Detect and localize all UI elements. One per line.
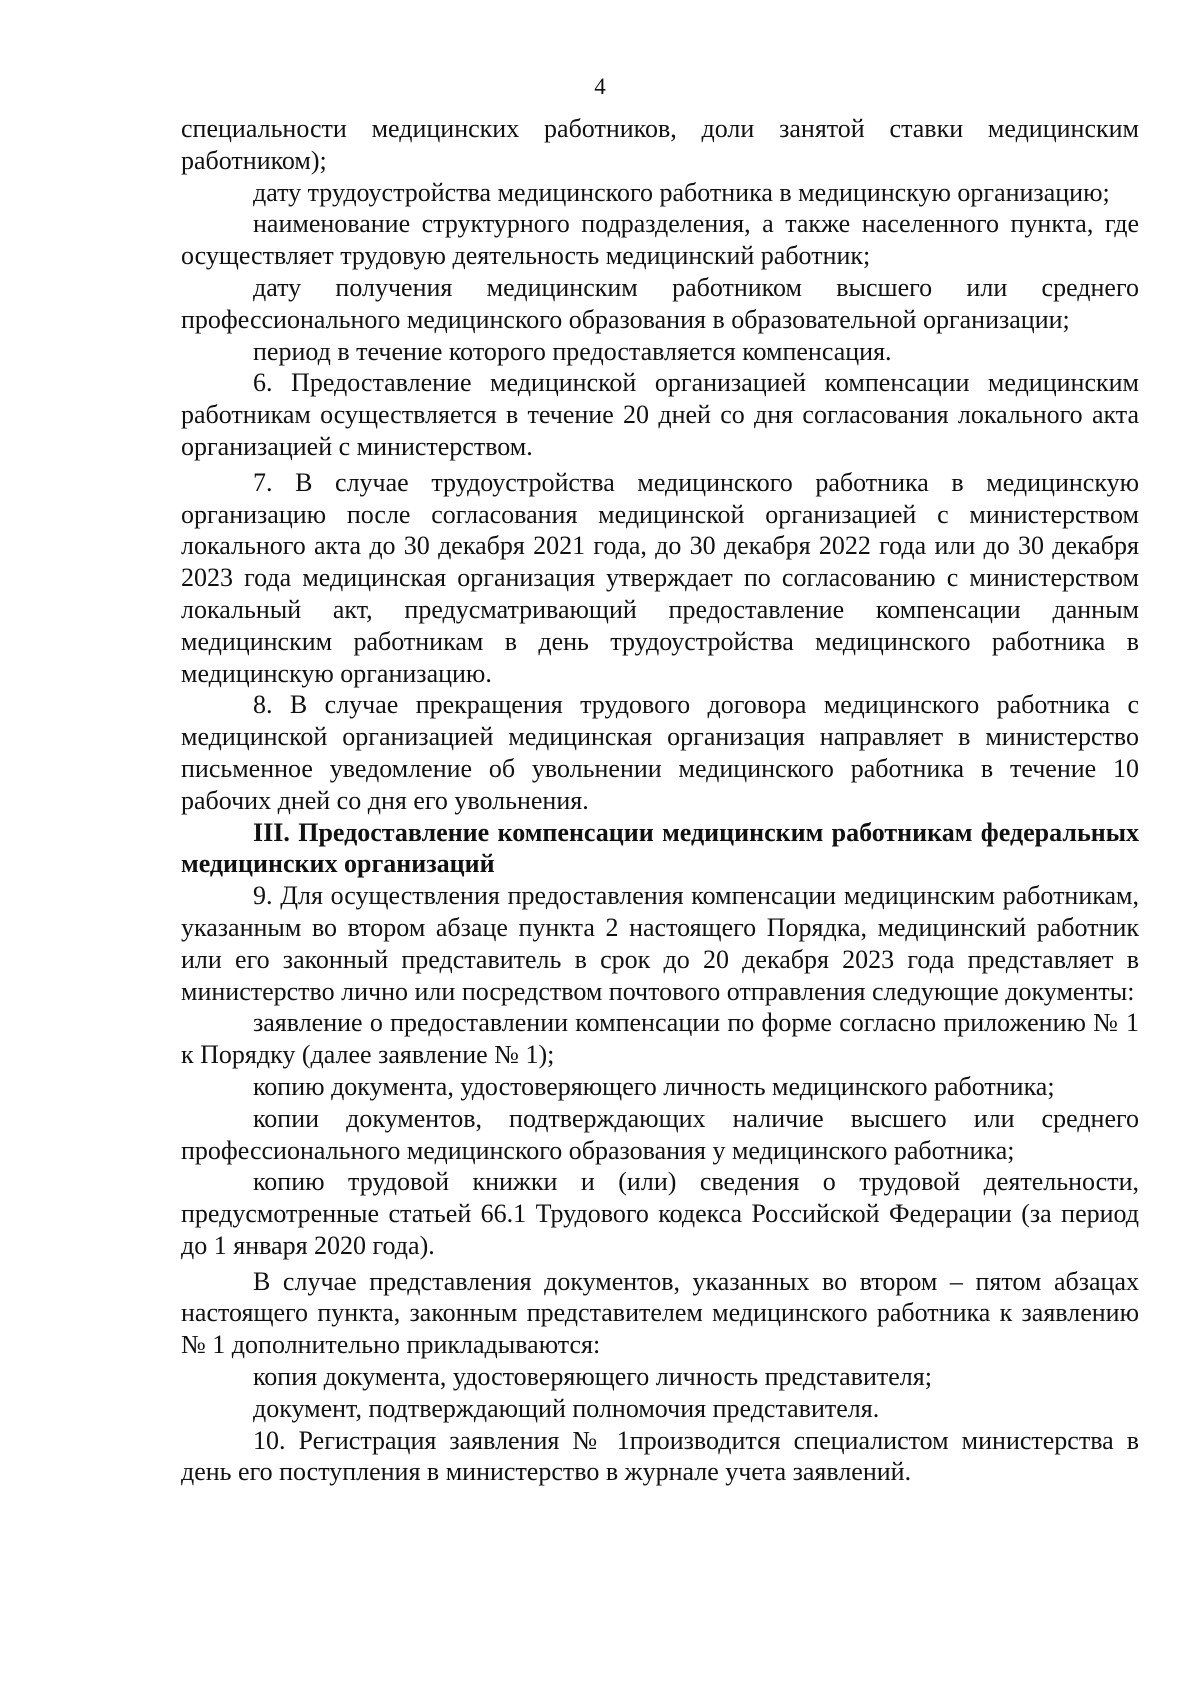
- paragraph-item-6: 6. Предоставление медицинской организацией компенсации медицинским работникам осуществляется в течение 20 дней со дня согласования локального акта организацией с министерством.: [181, 368, 1139, 461]
- paragraph-item-8: 8. В случае прекращения трудового договора медицинского работника с медицинской организацией медицинская организация направляет в министерство письменное уведомление об увольнении медицинского работника в течение 10 рабочих дней со дня его увольнения.: [181, 690, 1139, 815]
- section-heading: III. Предоставление компенсации медицинским работникам федеральных медицинских организаций: [181, 817, 1139, 879]
- paragraph: копию трудовой книжки и (или) сведения о трудовой деятельности, предусмотренные статьей 66.1 Трудового кодекса Российской Федерации (за период до 1 января 2020 года).: [181, 1167, 1139, 1260]
- paragraph: заявление о предоставлении компенсации по форме согласно приложению № 1 к Порядку (далее заявление № 1);: [181, 1008, 1139, 1070]
- paragraph: дату получения медицинским работником высшего или среднего профессионального медицинского образования в образовательной организации;: [181, 272, 1139, 334]
- paragraph: копию документа, удостоверяющего личность медицинского работника;: [253, 1071, 1055, 1101]
- document-body: [181, 113, 1139, 1488]
- paragraph: наименование структурного подразделения, а также населенного пункта, где осуществляет трудовую деятельность медицинский работник;: [181, 209, 1139, 271]
- paragraph: документ, подтверждающий полномочия представителя.: [253, 1393, 880, 1423]
- paragraph: дату трудоустройства медицинского работника в медицинскую организацию;: [253, 177, 1110, 207]
- paragraph-item-7: 7. В случае трудоустройства медицинского работника в медицинскую организацию после согласования медицинской организацией с министерством локального акта до 30 декабря 2021 года, до 30 декабря 2022 года или до 30 декабря 2023 года медицинская организация утверждает по согласованию с министерством локальный акт, предусматривающий предоставление компенсации данным медицинским работникам в день трудоустройства медицинского работника в медицинскую организацию.: [181, 467, 1139, 688]
- paragraph: период в течение которого предоставляется компенсация.: [253, 336, 892, 366]
- paragraph: копии документов, подтверждающих наличие высшего или среднего профессионального медицинского образования у медицинского работника;: [181, 1103, 1139, 1165]
- paragraph-item-10: 10. Регистрация заявления № 1производится специалистом министерства в день его поступления в министерство в журнале учета заявлений.: [181, 1425, 1139, 1487]
- paragraph: В случае представления документов, указанных во втором – пятом абзацах настоящего пункта, законным представителем медицинского работника к заявлению № 1 дополнительно прикладываются:: [181, 1266, 1139, 1360]
- paragraph: копия документа, удостоверяющего личность представителя;: [253, 1362, 932, 1392]
- paragraph: специальности медицинских работников, доли занятой ставки медицинским работником);: [181, 114, 1139, 175]
- paragraph-item-9: 9. Для осуществления предоставления компенсации медицинским работникам, указанным во втором абзаце пункта 2 настоящего Порядка, медицинский работник или его законный представитель в срок до 20 декабря 2023 года представляет в министерство лично или посредством почтового отправления следующие документы:: [181, 881, 1139, 1006]
- page-number: 4: [594, 74, 606, 99]
